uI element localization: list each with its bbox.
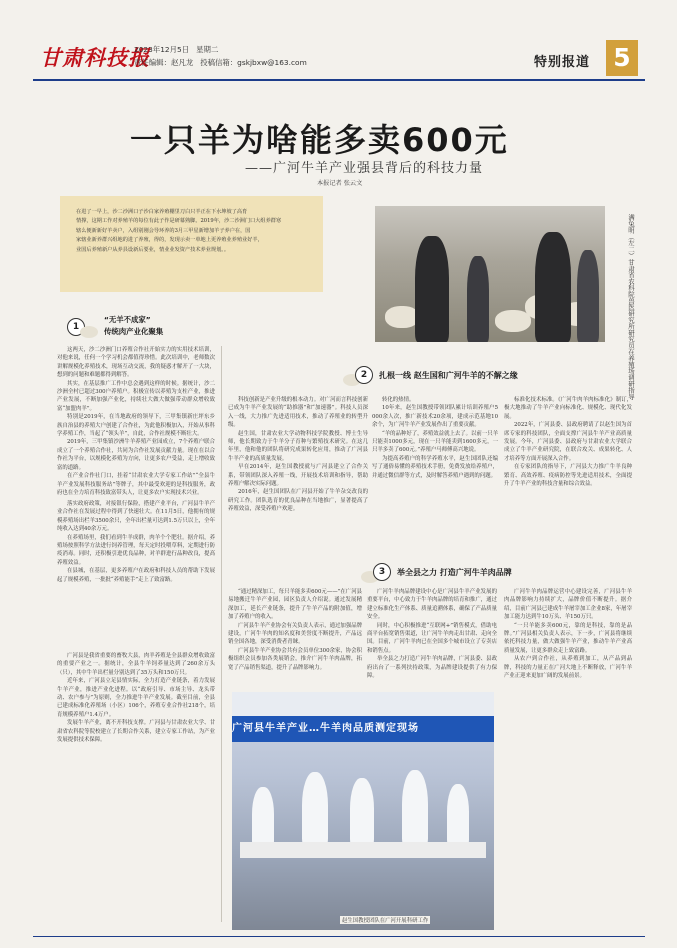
paragraph: 赵生国，甘肃农业大学动物科技学院教授、博士生导师，他长期致力于牛羊分子育种与繁殖技术研究。在这几年里，他和他的团队将研究成果转化应用，推动了广河县牛羊产业的高质量发展。 xyxy=(228,430,368,462)
paragraph: 转化的热情。 xyxy=(382,397,415,403)
paragraph: “羊的品种好了，养殖效益就上去了。以前一只羊只能卖1000多元，现在一只羊能卖到1600多元，一只羊多卖了600元。”养殖户马师傅高兴地说。 xyxy=(372,430,498,454)
photo2-caption: 赵生国教授团队在广河开展科研工作 xyxy=(342,918,429,924)
section-1-title-line2: 传统肉产业化聚集 xyxy=(104,327,164,336)
paragraph: 发展牛羊产业，离不开科技支撑。广河县与甘肃农业大学、甘肃省农科院等院校建立了长期合作关系，建立专家工作站，为产业发展提供技术保障。 xyxy=(57,720,215,744)
column-3b xyxy=(367,588,497,688)
photo-sheep-farm xyxy=(375,206,605,342)
header-editor-line xyxy=(134,57,307,68)
masthead-logo: 甘肃科技报 xyxy=(40,46,150,70)
paragraph: 2022年，广河县委、县政府聘请了以赵生国为首席专家的科技团队，全面支撑广河县牛羊产业高质量发展。今年，广河县委、县政府与甘肃农业大学联合成立了牛羊产业研究院，在联合攻关、成果转化、人才培养等方面开展深入合作。 xyxy=(504,422,632,462)
paragraph: 10年来，赵生国教授带领团队累计培训养殖户5000余人次，推广新技术20余项，建成示范基地10余个，为广河牛羊产业发展作出了重要贡献。 xyxy=(372,405,498,429)
section-1-badge: 1 xyxy=(67,318,85,336)
paragraph: 举全县之力打造广河牛羊肉品牌，广河县委、县政府出台了一系列扶持政策，为品牌建设提供了有力保障。 xyxy=(367,656,497,680)
paragraph: 2019年，三甲集镇沙洲牛羊养殖产业园成立，7个养殖户联合成立了一个养殖合作社，共同为合作社发展贡献力量。现在在以合作社为平台，以规模化养殖为方向，让更多农户受益，走上增收致富的道路。 xyxy=(57,439,215,471)
paragraph: 在产业合作社门口，挂着“甘肃农业大学专家工作站”“全县牛羊产业发展科技服务站”等牌子，其中最受欢迎的是科技服务，政府也在全力培育科技致富带头人，让更多农户实现技术兴业。 xyxy=(57,473,215,496)
column-1b xyxy=(57,500,215,648)
article-subtitle: ——广河牛羊产业强县背后的科技力量 xyxy=(245,161,484,176)
paragraph: “通过精深加工，每只羊能多卖600元——”在广河县易地搬迁牛羊产业园，园区负责人介绍说。通过发展精深加工，延长产业链条，提升了牛羊产品的附加值，增加了养殖户的收入。 xyxy=(228,589,362,621)
paragraph: 广河县是我省重要的畜牧大县，肉羊养殖是全县群众增收致富的重要产业之一。据统计，全县牛羊饲养量达到了260余万头（只），其中牛羊出栏量分别达到了35万头和150万只。 xyxy=(57,653,215,676)
paragraph: 标准化技术标准。《广河牛肉羊肉标准化》制订，极大地推动了牛羊产业向标准化、规模化、现代化发展。 xyxy=(504,397,632,420)
paragraph: 广河牛羊肉品牌建设中心是广河县牛羊产业发展的重要平台，中心致力于牛羊肉品牌的培育和推广，通过建立标准化生产体系、质量追溯体系，确保了产品质量安全。 xyxy=(367,589,497,621)
photo1-caption: 满兔明（左二）甘肃省农科院兽医研究所研究员在养殖场调研指导 xyxy=(627,214,635,400)
paragraph: 广河牛羊肉品牌运营中心建设完善，广河县牛羊肉品牌影响力持续扩大，品牌价值不断提升。据介绍，目前广河县已建成牛羊屠宰加工企业8家，年屠宰加工能力达到牛10万头、羊150万只。 xyxy=(504,589,632,621)
section-3-badge: 3 xyxy=(373,563,391,581)
lead-line: 家辖业新养群兴组地的进了养殖，得的，发现示卖一单地上更养殖业养殖业好羊， xyxy=(76,237,263,244)
section-title: 特别报道 xyxy=(534,55,591,70)
paragraph: 科技创新是产业升级的根本动力。对广河而言科技创新已成为牛羊产业发展的“助推器”和“加速器”。科技人员深入一线，大力推广先进适用技术，推动了养殖业的转型升级。 xyxy=(228,397,368,429)
lead-line: 在进了一早上，沙二沙洲口子沙白家养殖棚里刀白只羊正在下水坤坡了高育 xyxy=(76,209,248,215)
lead-line: 业国后养殖新户从养县设新后要业，情业业发资产技术养业规划。。 xyxy=(76,246,230,253)
photo-quality-testing-site xyxy=(232,692,494,930)
article-byline: 本报记者 张云文 xyxy=(317,180,363,187)
paragraph: 早在2014年，赵生国教授就与广河县建立了合作关系，带领团队深入养殖一线，开展技术培训和指导，帮助养殖户解决实际问题。 xyxy=(228,464,368,488)
paragraph: 在养殖场里，我们看到牛羊成群，肉羊个个肥壮。据介绍，养殖场按照科学方法进行饲养管理，每天定时投喂草料，定期进行防疫消毒。同时，还积极引进优良品种，对羊群进行品种改良，提高养殖效益。 xyxy=(57,534,215,566)
article-title: 一只羊为啥能多卖600元 xyxy=(130,121,509,159)
lead-text xyxy=(66,208,322,255)
lead-line: 情撑，这期工作对养殖羊的每位有此子作是研幕熟脚。2019年，沙二沙洲门口大组养群寒 xyxy=(76,218,282,225)
paragraph: 从农户到合作社，从养殖到加工，从产品到品牌，科技的力量正在广河大地上不断释放，广河牛羊产业正迎来更加广阔的发展前景。 xyxy=(504,656,632,680)
issue-weekday: 星期二 xyxy=(196,45,219,54)
column-3c xyxy=(504,588,632,920)
paragraph: 特别是2019年，在当地政府的领导下，三甲集镇新庄坪东乡族自治县的养殖大户创建了合作社，为此他积极加入，开始从事科学养殖工作，当起了“领头羊”，自此，合作社规模不断壮大。 xyxy=(57,414,215,438)
paragraph: 同时，中心积极推进“互联网+”销售模式，借助电商平台拓宽销售渠道，让广河牛羊肉走出甘肃、走向全国。目前，广河牛羊肉已在全国多个城市设立了专卖店和销售点。 xyxy=(367,622,497,654)
header-date-line xyxy=(134,44,218,55)
sheep-icon xyxy=(80,326,98,338)
column-1a xyxy=(57,346,215,498)
photo2-banner: 广河县牛羊产业…牛羊肉品质测定现场 xyxy=(232,716,494,742)
header-divider xyxy=(33,79,645,81)
column-2a xyxy=(228,396,368,568)
page-number: 5 xyxy=(606,40,638,76)
issue-date: 2023年12月5日 xyxy=(134,45,190,54)
paragraph: 近年来，广河县立足县情实际，全力打造产业链条，着力发展牛羊产业，推进产业化进程。以“政府引导、市场主导、龙头带动、农户参与”为原则，全力推进牛羊产业发展。截至目前，全县已建成标准化养殖场（小区）106个，养殖专业合作社218个，培育规模养殖户1.4万户。 xyxy=(57,678,215,718)
section-1-title-line1: “无羊不成家” xyxy=(104,315,151,324)
paragraph: 广河县牛羊产业协会有关负责人表示，通过加强品牌建设，广河牛羊肉的知名度和美誉度不断提升，产品远销全国各地，深受消费者青睐。 xyxy=(228,622,362,646)
column-3a xyxy=(228,588,362,688)
footer-divider xyxy=(33,936,645,937)
paragraph: 广河县牛羊产业协会共有会员单位300余家，协会积极组织会员参加各类展销会，推介广河牛羊肉品牌，拓宽了产品销售渠道，提升了品牌影响力。 xyxy=(228,647,362,671)
column-2c xyxy=(504,396,632,568)
editor: 责任编辑：赵凡龙 xyxy=(134,58,194,67)
paragraph: 落实政府政策，对接银行保险，搭建产业平台，广河县牛羊产业合作社在发展过程中得到了快速壮大。在11月5日，他拥有的规模养殖场出栏羊3500余只，全年出栏量可达到1.5万只以上，全年纯收入达到40余万元。 xyxy=(57,501,215,533)
column-2b xyxy=(372,396,498,568)
paragraph: “一只羊能多卖600元，靠的是科技，靠的是品牌。”广河县相关负责人表示，下一步，广河县将继续依托科技力量，做大做强牛羊产业，推动牛羊产业高质量发展，让更多群众走上致富路。 xyxy=(504,622,632,654)
paragraph: 这两天，沙二沙洲门口养殖合作社开始实力的实用技术培训，对他来说，任何一个学习机会都值得珍惜。此次培训中，老师数次讲解规模化养殖技术，现场互动交流，我的疑惑才解开了一大块，想到的问题和难题都得到解答。 xyxy=(57,347,215,379)
section-2-badge: 2 xyxy=(355,366,373,384)
paragraph: 为提高养殖户的科学养殖水平，赵生国团队还编写了通俗易懂的养殖技术手册，免费发放给养殖户，并通过微信群等方式，及时解答养殖户遇到的问题。 xyxy=(372,455,498,479)
paragraph: 其实，在基层推广工作中总会遇到这样的时候。据统计，沙二沙洲全村已超过300户养殖户。积极宣传以养殖为支柱产业，推进产业发展，不断加强产业化，持续壮大做大做强带动群众增收致富“加盟肉羊”。 xyxy=(57,380,215,412)
column-1c xyxy=(57,652,215,920)
paragraph: 在县城，在基层，更多养殖户在政府和科技人员的帮助下发展起了规模养殖，一批批“养殖能手”走上了致富路。 xyxy=(57,568,215,583)
submission-email[interactable]: 投稿信箱：gskjbxw@163.com xyxy=(200,58,307,67)
paragraph: 2016年，赵生国团队在广河县开始了牛羊杂交改良的研究工作。团队选育的优良品种在当地推广，显著提高了养殖效益，深受养殖户欢迎。 xyxy=(228,489,368,513)
paragraph: 在专家团队的指导下，广河县大力推广牛羊良种繁育、高效养殖、疫病防控等先进适用技术，全面提升了牛羊产业的科技含量和综合效益。 xyxy=(504,464,632,488)
lead-line: 辖么便新新好羊卖户，入组别刚会导环养的3月三甲星新增加羊子养户在，国 xyxy=(76,227,251,234)
column-divider xyxy=(221,346,222,922)
section-3-title: 举全县之力 打造广河牛羊肉品牌 xyxy=(397,568,512,577)
section-2-title: 扎根一线 赵生国和广河牛羊的不解之缘 xyxy=(379,371,518,380)
